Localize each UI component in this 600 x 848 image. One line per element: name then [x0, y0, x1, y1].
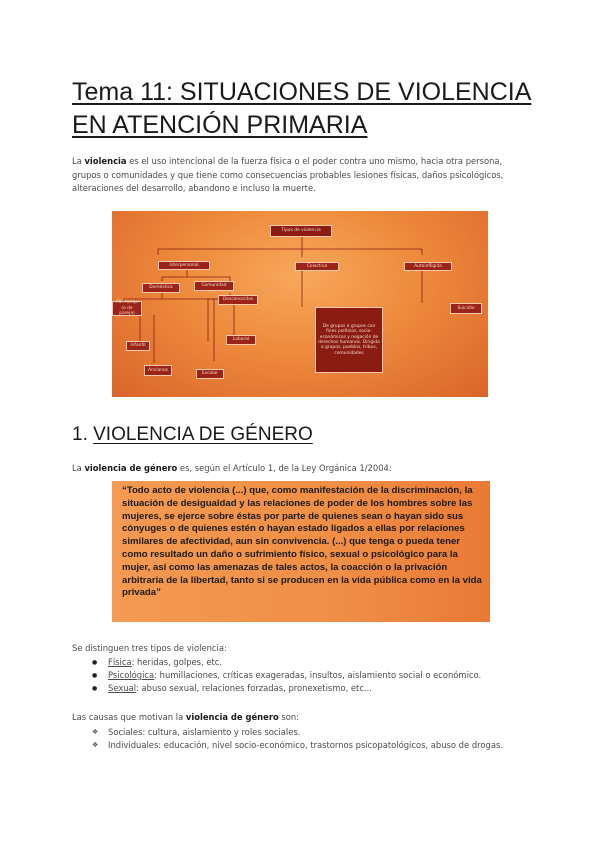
node-interpersonal: Interpersonal [158, 261, 210, 270]
node-domestica: Doméstica [142, 283, 180, 293]
law-quote-box [112, 481, 490, 622]
node-suicidio: Suicidio [450, 303, 482, 314]
title-line-2: EN ATENCIÓN PRIMARIA [72, 111, 368, 139]
definition-text: es, según el Artículo 1, de la Ley Orgánica 1/2004: [177, 463, 392, 473]
intro-term: violencia [84, 156, 127, 166]
list-item [92, 669, 481, 682]
node-laboral: Laboral [226, 335, 256, 345]
section-number: 1. [72, 424, 94, 445]
list-item: ❖ Sociales: cultura, aislamiento y roles sociales. [92, 726, 503, 739]
intro-text: es el uso intencional de la fuerza física o el poder contra uno mismo, hacia otra persona, grupos o comunidades y que tiene como consecuencias probables lesiones físicas, daños psicológicos, alteraciones del desarrollo, abandono e incluso la muerte. [72, 156, 504, 193]
node-colectiva-desc: De grupos o grupos con fines políticos, socio-económicos y negación de derechos humanos. Dirigida a grupos, pueblos, tribus, comunidades [315, 307, 383, 373]
intro-prefix: La [72, 156, 85, 166]
node-pareja: Mt. Pareja (o de pareja) [112, 301, 142, 316]
node-autoinfligida: Autoinfligida [404, 262, 452, 271]
definition-term: violencia de género [84, 463, 178, 473]
type-desc: : heridas, golpes, etc. [131, 657, 223, 667]
node-colectiva: Colectiva [295, 262, 339, 271]
type-name: Psicológica [108, 670, 155, 680]
node-desconocidos: Desconocidos [218, 295, 258, 305]
type-name: Sexual [108, 683, 137, 693]
violence-types-diagram [112, 211, 488, 397]
list-item: ❖ Individuales: educación, nivel socio-económico, trastornos psicopatológicos, abuso de drogas. [92, 739, 503, 752]
node-infantil: Infantil [126, 341, 150, 351]
node-comunidad: Comunidad [194, 281, 234, 291]
type-desc: : abuso sexual, relaciones forzadas, pronexetismo, etc... [136, 683, 372, 693]
list-item [92, 656, 481, 669]
definition-line [72, 463, 392, 473]
node-root: Tipos de violencia [270, 225, 332, 237]
causes-list [92, 726, 503, 752]
causes-prefix: Las causas que motivan la [72, 712, 186, 722]
section-heading [72, 424, 313, 446]
node-escolar: Escolar [196, 369, 224, 379]
law-quote-text: “Todo acto de violencia (...) que, como manifestación de la discriminación, la situación de desigualdad y las relaciones de poder de los hombres sobre las mujeres, se ejerce sobre éstas por parte de quienes sean o hayan sido sus cónyuges o de quienes estén o hayan estado ligados a ellas por relaciones similares de afectividad, aun sin convivencia. (...) que tenga o pueda tener como resultado un daño o sufrimiento físico, sexual o psicológico para la mujer, así como las amenazas de tales actos, la coacción o la privación arbitraria de la libertad, tanto si se producen en la vida pública como en la vida privada” [122, 485, 482, 599]
list-item [92, 682, 481, 695]
definition-prefix: La [72, 463, 85, 473]
section-title: VIOLENCIA DE GÉNERO [93, 424, 313, 445]
intro-paragraph [72, 155, 532, 196]
causes-suffix: son: [278, 712, 299, 722]
causes-label [72, 712, 299, 722]
violence-types-list [92, 656, 481, 695]
causes-term: violencia de género [185, 712, 279, 722]
title-line-1: Tema 11: SITUACIONES DE VIOLENCIA [72, 78, 532, 106]
node-ancianos: Ancianos [144, 365, 172, 376]
type-name: Física [108, 657, 132, 667]
type-desc: : humillaciones, críticas exageradas, insultos, aislamiento social o económico. [154, 670, 482, 680]
page-title [72, 76, 542, 142]
types-label: Se distinguen tres tipos de violencia: [72, 643, 227, 653]
